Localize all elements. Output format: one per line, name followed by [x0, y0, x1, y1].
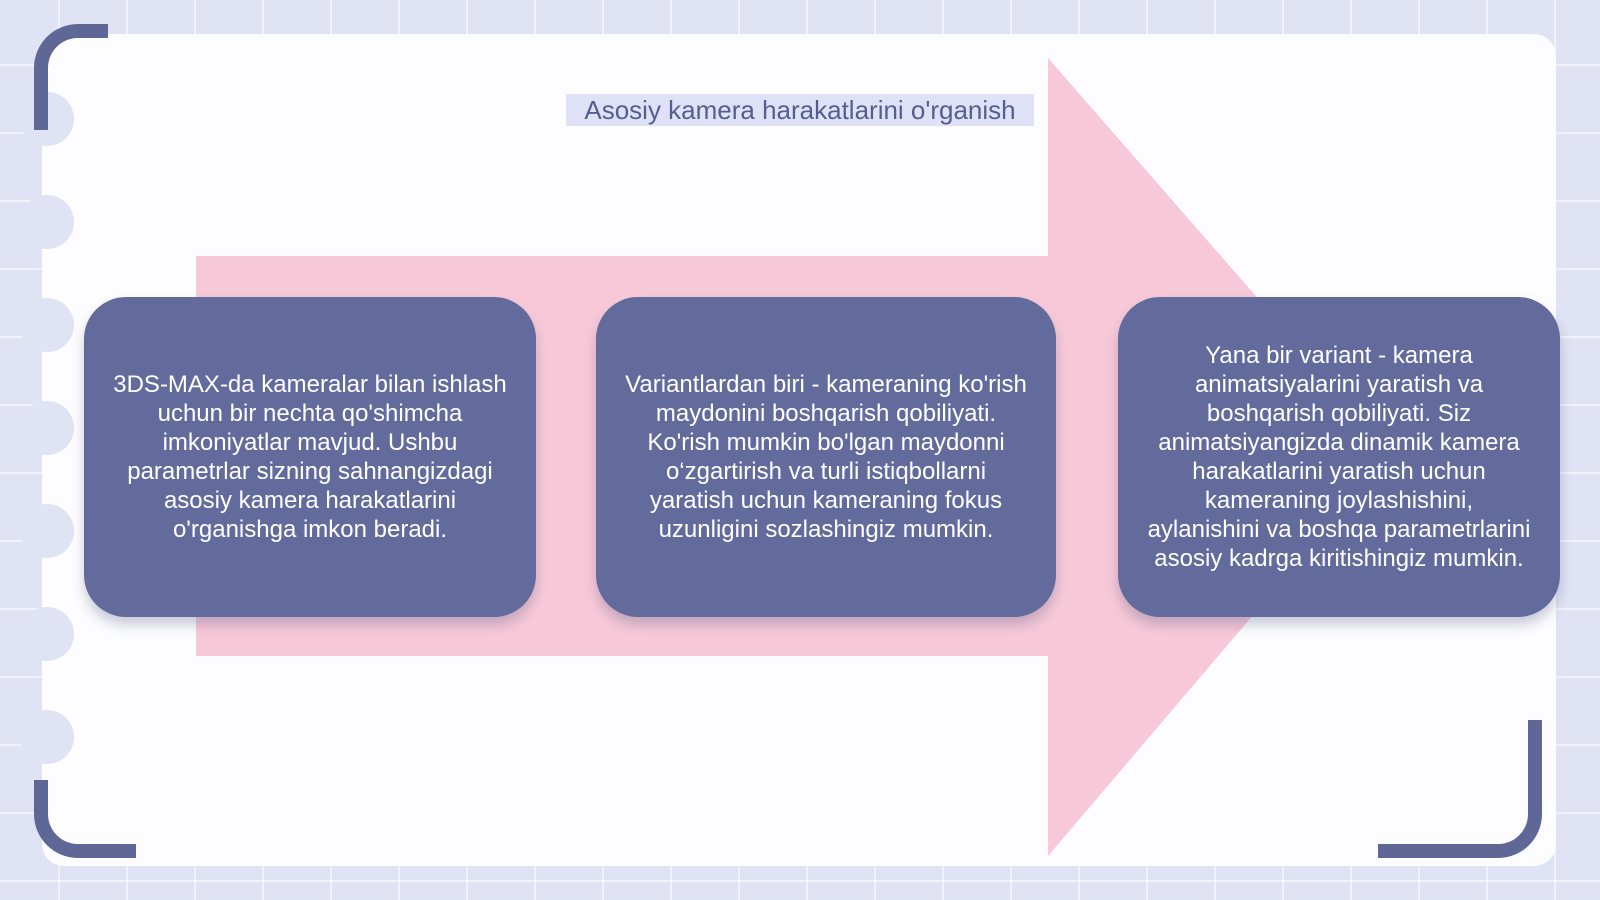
frame-corner-top-left-icon [34, 24, 108, 130]
info-card-2 [596, 297, 1056, 617]
info-card-1 [84, 297, 536, 617]
info-card-text: Yana bir variant - kamera animatsiyalarini yaratish va boshqarish qobiliyati. Siz animatsiyangizda dinamik kamera harakatlarini yaratish uchun kameraning joylashishini, aylanishini va boshqa parametrlarini asosiy kadrga kiritishingiz mumkin. [1147, 342, 1531, 572]
frame-corner-bottom-left-icon [34, 780, 136, 858]
slide-title: Asosiy kamera harakatlarini o'rganish [566, 94, 1034, 126]
info-card-text: 3DS-MAX-da kameralar bilan ishlash uchun bir nechta qo'shimcha imkoniyatlar mavjud. Ushbu parametrlar sizning sahnangizdagi asosiy kamera harakatlarini o'rganishga imkon beradi. [113, 371, 507, 543]
info-card-text: Variantlardan biri - kameraning ko'rish maydonini boshqarish qobiliyati. Ko'rish mumkin bo'lgan maydonni o‘zgartirish va turli istiqbollarni yaratish uchun kameraning fokus uzunligini sozlashingiz mumkin. [625, 371, 1027, 543]
frame-corner-bottom-right-icon [1378, 720, 1542, 858]
info-card-3 [1118, 297, 1560, 617]
